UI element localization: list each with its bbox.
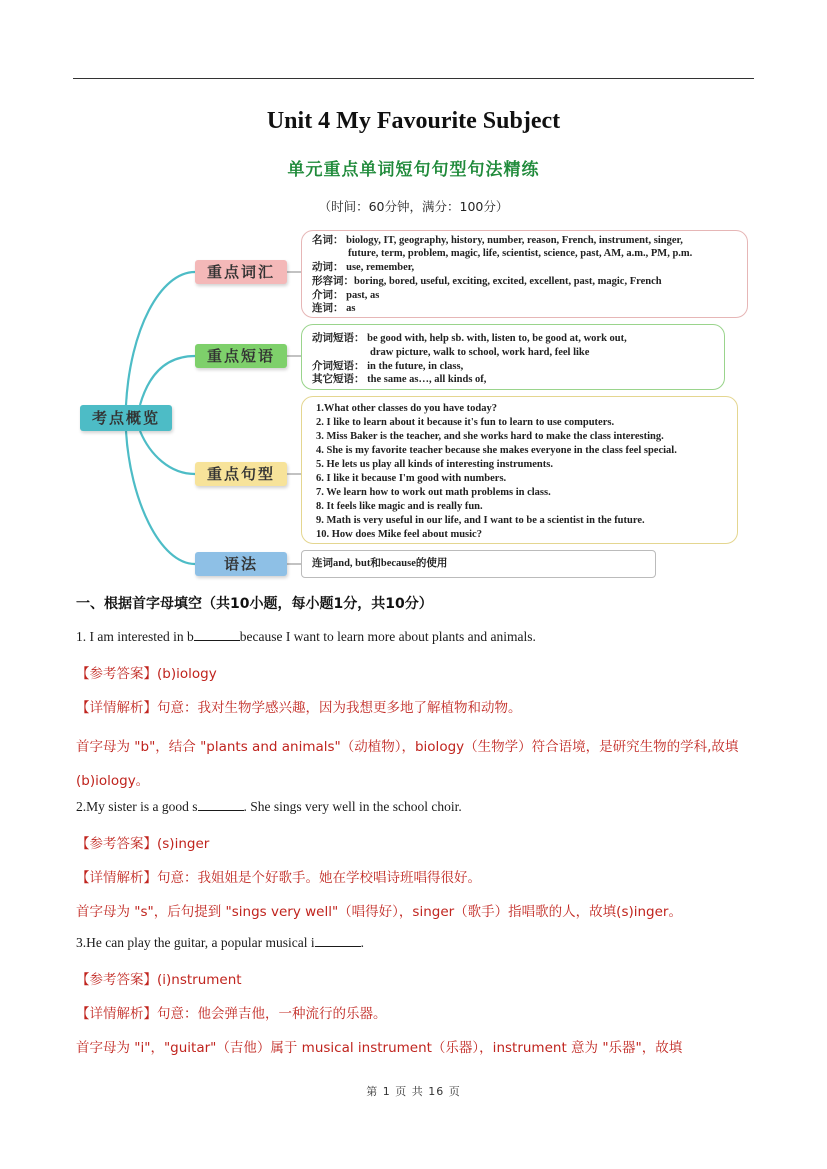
question-text-after: . She sings very well in the school choir. — [243, 799, 462, 814]
vocab-line: 名词： biology, IT, geography, history, number, reason, French, instrument, singer, — [312, 235, 683, 246]
answer-blank — [315, 934, 361, 947]
analysis-1: 【详情解析】句意：我对生物学感兴趣，因为我想更多地了解植物和动物。 — [76, 700, 522, 716]
sentence-line: 6. I like it because I'm good with numbers. — [316, 473, 507, 484]
page-footer: 第 1 页 共 16 页 — [366, 1085, 461, 1098]
answer-blank — [198, 798, 244, 811]
question-1 — [76, 628, 536, 645]
sentences-box — [301, 396, 738, 544]
grammar-line: 连词and, but和because的使用 — [312, 558, 448, 569]
page-subtitle: 单元重点单词短句句型句法精练 — [287, 160, 540, 180]
explanation-2: 首字母为 "s"，后句提到 "sings very well"（唱得好），singer（歌手）指唱歌的人，故填(s)inger。 — [76, 904, 682, 920]
vocab-box — [301, 230, 748, 318]
answer-1: 【参考答案】(b)iology — [76, 666, 217, 682]
analysis-3: 【详情解析】句意：他会弹吉他，一种流行的乐器。 — [76, 1006, 387, 1022]
analysis-2: 【详情解析】句意：我姐姐是个好歌手。她在学校唱诗班唱得很好。 — [76, 870, 481, 886]
sentence-line: 9. Math is very useful in our life, and I want to be a scientist in the future. — [316, 515, 645, 526]
question-text-after: because I want to learn more about plants and animals. — [239, 629, 536, 644]
phrase-line: 其它短语： the same as…, all kinds of, — [312, 374, 487, 385]
branch-label-vocab: 重点词汇 — [195, 260, 287, 284]
grammar-box — [301, 550, 656, 578]
vocab-line: 形容词：boring, bored, useful, exciting, excited, excellent, past, magic, French — [312, 276, 662, 287]
vocab-line: 动词： use, remember, — [312, 262, 415, 273]
explanation-1: 首字母为 "b"，结合 "plants and animals"（动植物），biology（生物学）符合语境，是研究生物的学科,故填(b)iology。 — [76, 739, 739, 789]
mindmap-root: 考点概览 — [80, 405, 172, 431]
sentence-line: 5. He lets us play all kinds of interesting instruments. — [316, 459, 553, 470]
connector-sentences — [140, 431, 195, 474]
phrases-box — [301, 324, 725, 390]
question-3 — [76, 934, 364, 951]
phrase-line: draw picture, walk to school, work hard, feel like — [370, 347, 590, 358]
vocab-line: future, term, problem, magic, life, scientist, science, past, AM, a.m., PM, p.m. — [348, 248, 693, 259]
question-text-before: 1. I am interested in b — [76, 629, 194, 644]
question-2 — [76, 798, 462, 815]
explanation-3: 首字母为 "i"，"guitar"（吉他）属于 musical instrument（乐器），instrument 意为 "乐器"，故填 — [76, 1040, 683, 1056]
answer-blank — [194, 628, 240, 641]
answer-3: 【参考答案】(i)nstrument — [76, 972, 242, 988]
sentence-line: 8. It feels like magic and is really fun. — [316, 501, 483, 512]
question-text-before: 3.He can play the guitar, a popular musical i — [76, 935, 315, 950]
phrase-line: 动词短语： be good with, help sb. with, listen to, be good at, work out, — [312, 333, 627, 344]
connector-vocab — [126, 272, 195, 405]
branch-label-grammar: 语法 — [195, 552, 287, 576]
sentence-line: 3. Miss Baker is the teacher, and she works hard to make the class interesting. — [316, 431, 664, 442]
branch-label-phrases: 重点短语 — [195, 344, 287, 368]
question-text-after: . — [360, 935, 365, 950]
sentence-line: 7. We learn how to work out math problems in class. — [316, 487, 551, 498]
phrase-line: 介词短语： in the future, in class, — [312, 361, 464, 372]
page-title: Unit 4 My Favourite Subject — [266, 108, 561, 134]
vocab-line: 连词： as — [312, 303, 356, 314]
vocab-line: 介词： past, as — [312, 290, 380, 301]
branch-label-sentences: 重点句型 — [195, 462, 287, 486]
section-heading: 一、根据首字母填空（共10小题，每小题1分，共10分） — [76, 596, 433, 612]
sentence-line: 2. I like to learn about it because it's fun to learn to use computers. — [316, 417, 615, 428]
connector-phrases — [140, 356, 195, 405]
answer-2: 【参考答案】(s)inger — [76, 836, 210, 852]
connector-grammar — [126, 431, 195, 564]
question-text-before: 2.My sister is a good s — [76, 799, 198, 814]
sentence-line: 4. She is my favorite teacher because she makes everyone in the class feel special. — [316, 445, 677, 456]
sentence-line: 1.What other classes do you have today? — [316, 403, 497, 414]
sentence-line: 10. How does Mike feel about music? — [316, 529, 482, 540]
time-score-line: （时间：60分钟，满分：100分） — [318, 199, 509, 214]
